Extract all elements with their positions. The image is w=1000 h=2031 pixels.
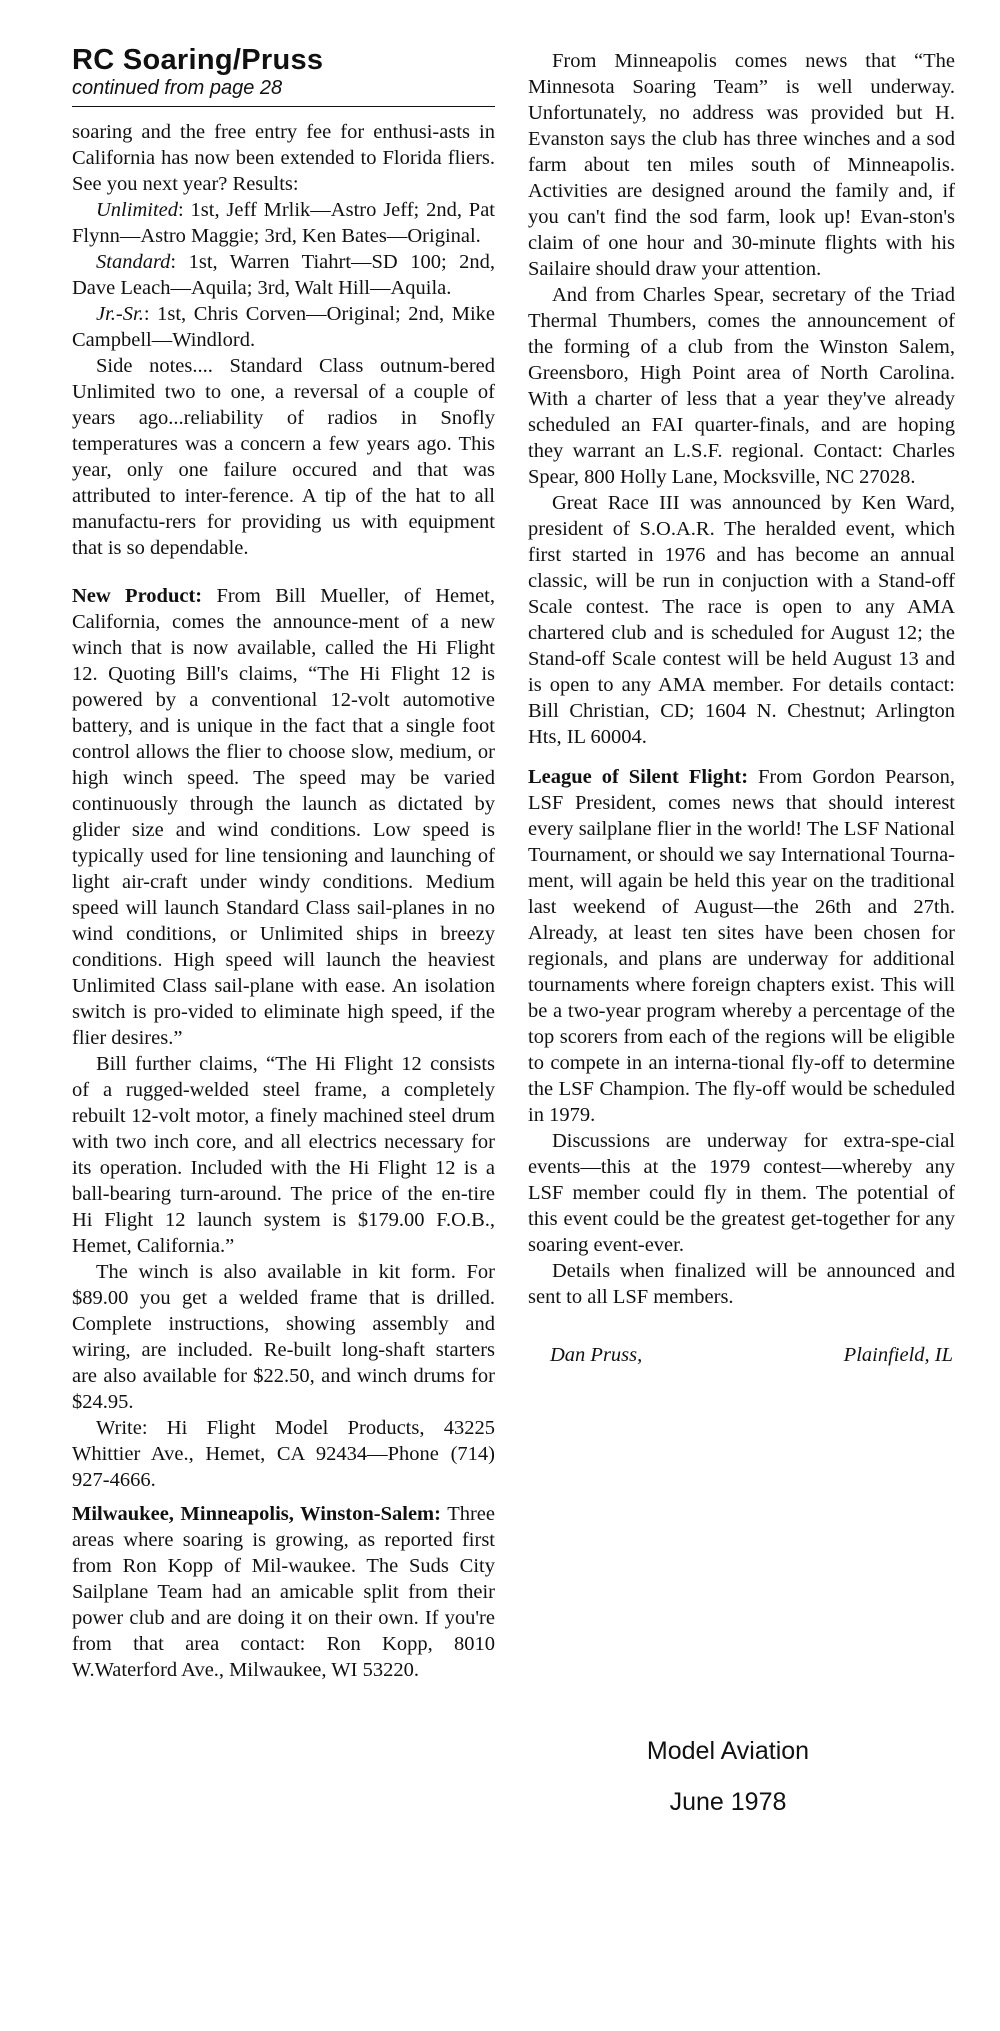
header-rule xyxy=(72,106,495,107)
new-product-heading: New Product: xyxy=(72,585,203,607)
result-jrsr-text: : 1st, Chris Corven—Original; 2nd, Mike Campbell—Windlord. xyxy=(72,303,495,351)
great-race-paragraph: Great Race III was announced by Ken Ward, president of S.O.A.R. The heralded event, which first started in 1976 and has become an annual classic, will be run in conjuction with a Stand-off Scale contest. The race is open to any AMA chartered club and is scheduled for August 12; the Stand-off Scale contest will be held August 13 and is open to any AMA member. For details contact: Bill Christian, CD; 1604 N. Chestnut; Arlington Hts, IL 60004. xyxy=(528,492,955,748)
lsf-heading: League of Silent Flight: xyxy=(528,766,749,788)
right-column xyxy=(528,0,955,1367)
column-header xyxy=(72,0,495,107)
result-jrsr-label: Jr.-Sr. xyxy=(96,303,144,325)
intro-paragraph: soaring and the free entry fee for enthusi-asts in California has now been extended to Florida fliers. See you next year? Results: xyxy=(72,121,495,195)
left-column xyxy=(72,0,495,1683)
result-unlimited-text: : 1st, Jeff Mrlik—Astro Jeff; 2nd, Pat Flynn—Astro Maggie; 3rd, Ken Bates—Original. xyxy=(72,199,495,247)
result-unlimited xyxy=(72,197,495,249)
result-standard xyxy=(72,249,495,301)
side-notes-paragraph: Side notes.... Standard Class outnum-bered Unlimited two to one, a reversal of a couple of years ago...reliability of radios in Snofly temperatures was a concern a few years ago. This year, only one failure occured and that was attributed to inter-ference. A tip of the hat to all manufactu-rers for providing us with equipment that is so dependable. xyxy=(72,355,495,559)
discussions-paragraph: Discussions are underway for extra-spe-cial events—this at the 1979 contest—whereby any LSF member could fly in them. The potential of this event could be the greatest get-together for any soaring event-ever. xyxy=(528,1130,955,1256)
column-title: RC Soaring/Pruss xyxy=(72,44,324,76)
result-standard-label: Standard xyxy=(96,251,171,273)
signature-place: Plainfield, IL xyxy=(843,1344,953,1366)
lsf-text: From Gordon Pearson, LSF President, comes news that should interest every sailplane flier in the world! The LSF National Tournament, or should we say International Tourna-ment, will again be held this year on the traditional last weekend of August—the 26th and 27th. Already, at least ten sites have been chosen for regionals, and plans are underway for additional tournaments where foreign chapters exist. This will be a two-year program whereby a percentage of the top scorers from each of the regions will be eligible to compete in an interna-tional fly-off to determine the LSF Champion. The fly-off would be scheduled in 1979. xyxy=(528,766,955,1126)
kit-form-paragraph: The winch is also available in kit form. For $89.00 you get a welded frame that is drilled. Complete instructions, showing assembly and wiring, are included. Re-built long-shaft starters are also available for $22.50, and winch drums for $24.95. xyxy=(72,1261,495,1413)
magazine-name: Model Aviation xyxy=(646,1737,810,1765)
milwaukee-text: Three areas where soaring is growing, as reported first from Ron Kopp of Mil-waukee. The Suds City Sailplane Team had an amicable split from their power club and are doing it on their own. If you're from that area contact: Ron Kopp, 8010 W.Waterford Ave., Milwaukee, WI 53220. xyxy=(72,1503,495,1681)
result-unlimited-label: Unlimited xyxy=(96,199,178,221)
milwaukee-heading: Milwaukee, Minneapolis, Winston-Salem: xyxy=(72,1503,441,1525)
lsf-paragraph xyxy=(528,764,955,1128)
new-product-text: From Bill Mueller, of Hemet, California, comes the announce-ment of a new winch that is now available, called the Hi Flight 12. Quoting Bill's claims, “The Hi Flight 12 is powered by a conventional 12-volt automotive battery, and is unique in the fact that a single foot control allows the flier to choose slow, medium, or high winch speed. The speed may be varied continuously through the launch as dictated by glider size and wind conditions. Low speed is typically used for line tensioning and launching of light air-craft under windy conditions. Medium speed will launch Standard Class sail-planes in no wind conditions, or Unlimited ships in breezy conditions. High speed will launch the heaviest Unlimited Class sail-plane with ease. An isolation switch is pro-vided to eliminate high speed, if the flier desires.” xyxy=(72,585,496,1049)
minneapolis-paragraph: From Minneapolis comes news that “The Minnesota Soaring Team” is well underway. Unfortunately, no address was provided but H. Evanston says the club has three winches and a sod farm about ten miles south of Minneapolis. Activities are designed around the family and, if you can't find the sod farm, look up! Evan-ston's claim of one hour and 30-minute flights with his Sailaire should draw your attention. xyxy=(528,50,955,280)
result-jrsr xyxy=(72,301,495,353)
signature xyxy=(528,1344,955,1367)
issue-date: June 1978 xyxy=(669,1788,787,1816)
details-paragraph: Details when finalized will be announced and sent to all LSF members. xyxy=(528,1260,955,1308)
milwaukee-paragraph xyxy=(72,1501,495,1683)
bill-further-paragraph: Bill further claims, “The Hi Flight 12 consists of a rugged-welded steel frame, a completely rebuilt 12-volt motor, a finely machined steel drum with two inch core, and all electrics necessary for its operation. Included with the Hi Flight 12 is a ball-bearing turn-around. The price of the en-tire Hi Flight 12 launch system is $179.00 F.O.B., Hemet, California.” xyxy=(72,1053,495,1257)
result-standard-text: : 1st, Warren Tiahrt—SD 100; 2nd, Dave Leach—Aquila; 3rd, Walt Hill—Aquila. xyxy=(72,251,495,299)
continued-note: continued from page 28 xyxy=(72,77,283,99)
spear-paragraph: And from Charles Spear, secretary of the Triad Thermal Thumbers, comes the announcement of the forming of a club from the Winston Salem, Greensboro, High Point area of North Carolina. With a charter of less that a year they've already scheduled an FAI quarter-finals, and are hoping they warrant an L.S.F. regional. Contact: Charles Spear, 800 Holly Lane, Mocksville, NC 27028. xyxy=(528,284,955,488)
new-product-paragraph xyxy=(72,583,495,1051)
write-paragraph: Write: Hi Flight Model Products, 43225 Whittier Ave., Hemet, CA 92434—Phone (714) 927-4666. xyxy=(72,1417,495,1491)
signature-name: Dan Pruss, xyxy=(550,1344,643,1366)
